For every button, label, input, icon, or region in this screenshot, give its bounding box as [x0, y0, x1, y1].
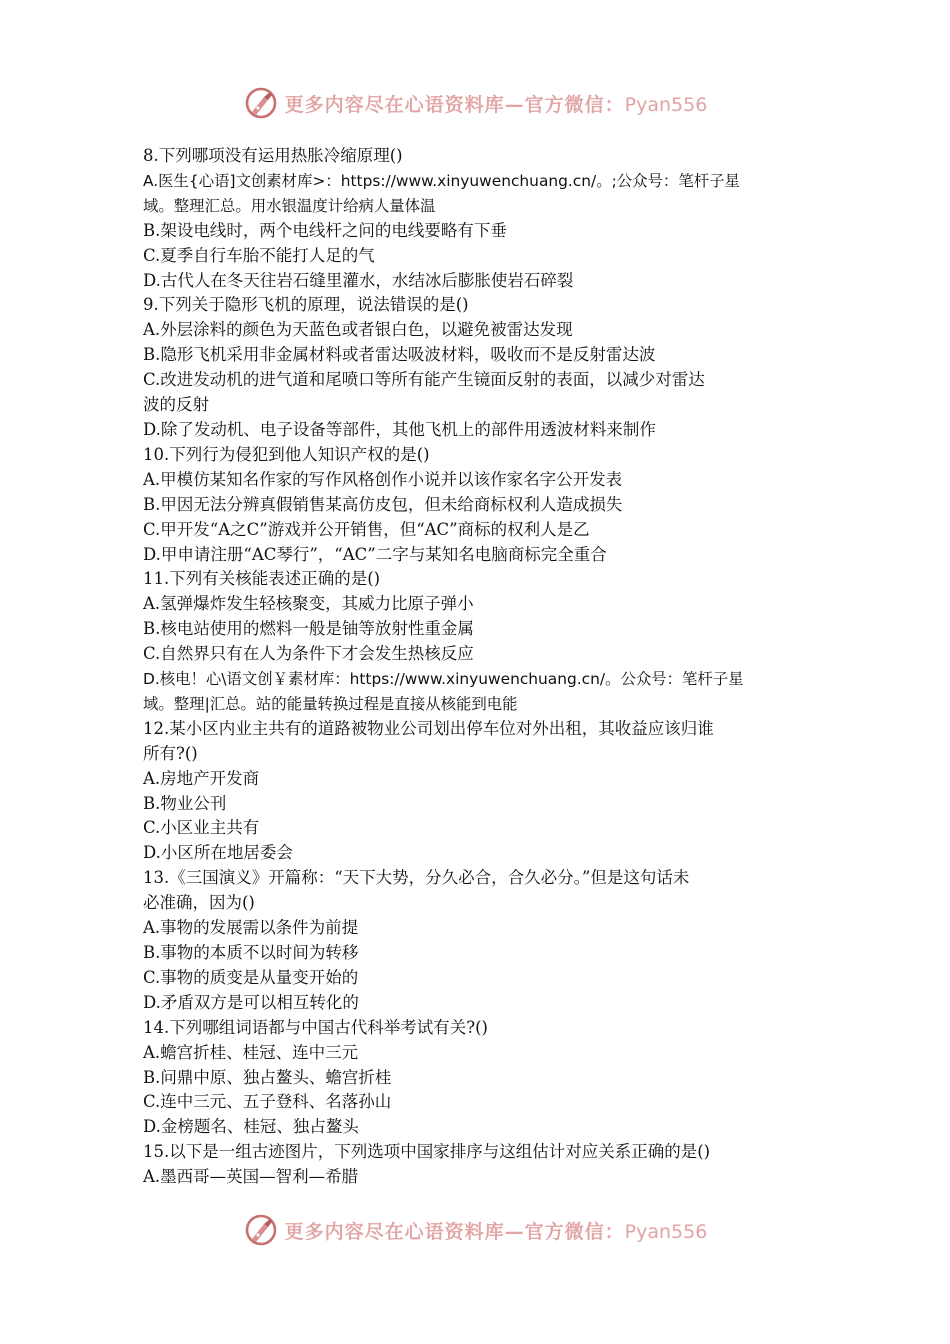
text-line: A.房地产开发商: [143, 768, 260, 788]
text-line: D.甲申请注册“AC琴行”，“AC”二字与某知名电脑商标完全重合: [143, 544, 607, 564]
text-line: C.改进发动机的进气道和尾喷口等所有能产生镜面反射的表面，以减少对雷达: [143, 370, 705, 390]
text-line: 必准确，因为(): [143, 893, 255, 913]
text-line: C.自然界只有在人为条件下才会发生热核反应: [143, 644, 474, 664]
text-line: B.问鼎中原、独占鳌头、蟾宫折桂: [143, 1067, 392, 1087]
pen-nib-icon: [243, 1212, 279, 1248]
text-line: 10.下列行为侵犯到他人知识产权的是(): [143, 444, 430, 464]
text-line: 8.下列哪项没有运用热胀冷缩原理(): [143, 146, 403, 165]
text-line: D.小区所在地居委会: [143, 843, 293, 863]
text-line: B.架设电线时，两个电线杆之问的电线要略有下垂: [143, 220, 507, 240]
text-line: D.除了发动机、电子设备等部件，其他飞机上的部件用透波材料来制作: [143, 419, 656, 439]
header-watermark: [243, 85, 708, 121]
pen-nib-icon: [243, 85, 279, 121]
footer-watermark-banner: [0, 1205, 950, 1255]
text-line: A.氢弹爆炸发生轻核聚变，其威力比原子弹小: [143, 594, 474, 614]
text-line: 9.下列关于隐形飞机的原理，说法错误的是(): [143, 295, 469, 315]
text-line: D.核电！心\语文创￥素材库：https://www.xinyuwenchuang.cn/。公众号：笔杆子星: [143, 670, 744, 689]
text-line: C.小区业主共有: [143, 818, 260, 838]
text-line: D.矛盾双方是可以相互转化的: [143, 992, 359, 1012]
text-line: 所有?(): [143, 743, 198, 763]
footer-wechat-id: Pyan556: [624, 1220, 708, 1243]
text-line: A.医生{心语]文创素材库>：https://www.xinyuwenchuang.cn/。;公众号：笔杆子星: [143, 171, 740, 190]
header-text: 更多内容尽在心语资料库—官方微信：: [284, 93, 625, 116]
text-line: D.古代人在冬天往岩石缝里灌水，水结冰后膨胀使岩石碎裂: [143, 270, 574, 290]
text-line: 11.下列有关核能表述正确的是(): [143, 569, 381, 589]
header-watermark-banner: [0, 78, 950, 128]
text-line: C.夏季自行车胎不能打人足的气: [143, 245, 375, 265]
text-line: D.金榜题名、桂冠、独占鳌头: [143, 1117, 359, 1137]
text-line: B.隐形飞机采用非金属材料或者雷达吸波材料，吸收而不是反射雷达波: [143, 345, 656, 365]
footer-text: 更多内容尽在心语资料库—官方微信：: [284, 1220, 625, 1243]
text-line: A.外层涂料的颜色为天蓝色或者银白色，以避免被雷达发现: [143, 320, 573, 340]
text-line: A.墨西哥—英国—智利—希腊: [143, 1167, 359, 1187]
text-line: C.事物的质变是从量变开始的: [143, 967, 359, 987]
text-line: C.甲开发“A之C”游戏并公开销售，但“AC”商标的权利人是乙: [143, 519, 590, 539]
text-line: 15.以下是一组古迹图片，下列选项中国家排序与这组估计对应关系正确的是(): [143, 1142, 711, 1162]
text-line: A.甲模仿某知名作家的写作风格创作小说并以该作家名字公开发表: [143, 469, 623, 489]
text-line: 12.某小区内业主共有的道路被物业公司划出停车位对外出租，其收益应该归谁: [143, 718, 714, 738]
text-line: 14.下列哪组词语都与中国古代科举考试有关?(): [143, 1017, 488, 1037]
footer-watermark-text: [285, 1217, 708, 1244]
text-line: 域。整理|汇总。站的能量转换过程是直接从核能到电能: [143, 694, 518, 713]
text-line: 13.《三国演义》开篇称：“天下大势，分久必合，合久必分。”但是这句话未: [143, 868, 690, 888]
header-watermark-text: [285, 90, 708, 117]
text-line: 域。整理汇总。用水银温度计给病人量体温: [143, 196, 436, 215]
text-line: A.蟾宫折桂、桂冠、连中三元: [143, 1042, 359, 1062]
text-line: B.核电站使用的燃料一般是铀等放射性重金属: [143, 619, 474, 639]
text-line: B.甲因无法分辨真假销售某高仿皮包，但未给商标权利人造成损失: [143, 494, 623, 514]
text-line: A.事物的发展需以条件为前提: [143, 918, 359, 938]
document-body: [143, 144, 810, 1190]
text-line: B.物业公刊: [143, 793, 227, 813]
footer-watermark: [243, 1212, 708, 1248]
header-wechat-id: Pyan556: [624, 93, 708, 116]
text-line: B.事物的本质不以时间为转移: [143, 943, 359, 962]
text-line: C.连中三元、五子登科、名落孙山: [143, 1092, 392, 1112]
text-line: 波的反射: [143, 395, 209, 415]
